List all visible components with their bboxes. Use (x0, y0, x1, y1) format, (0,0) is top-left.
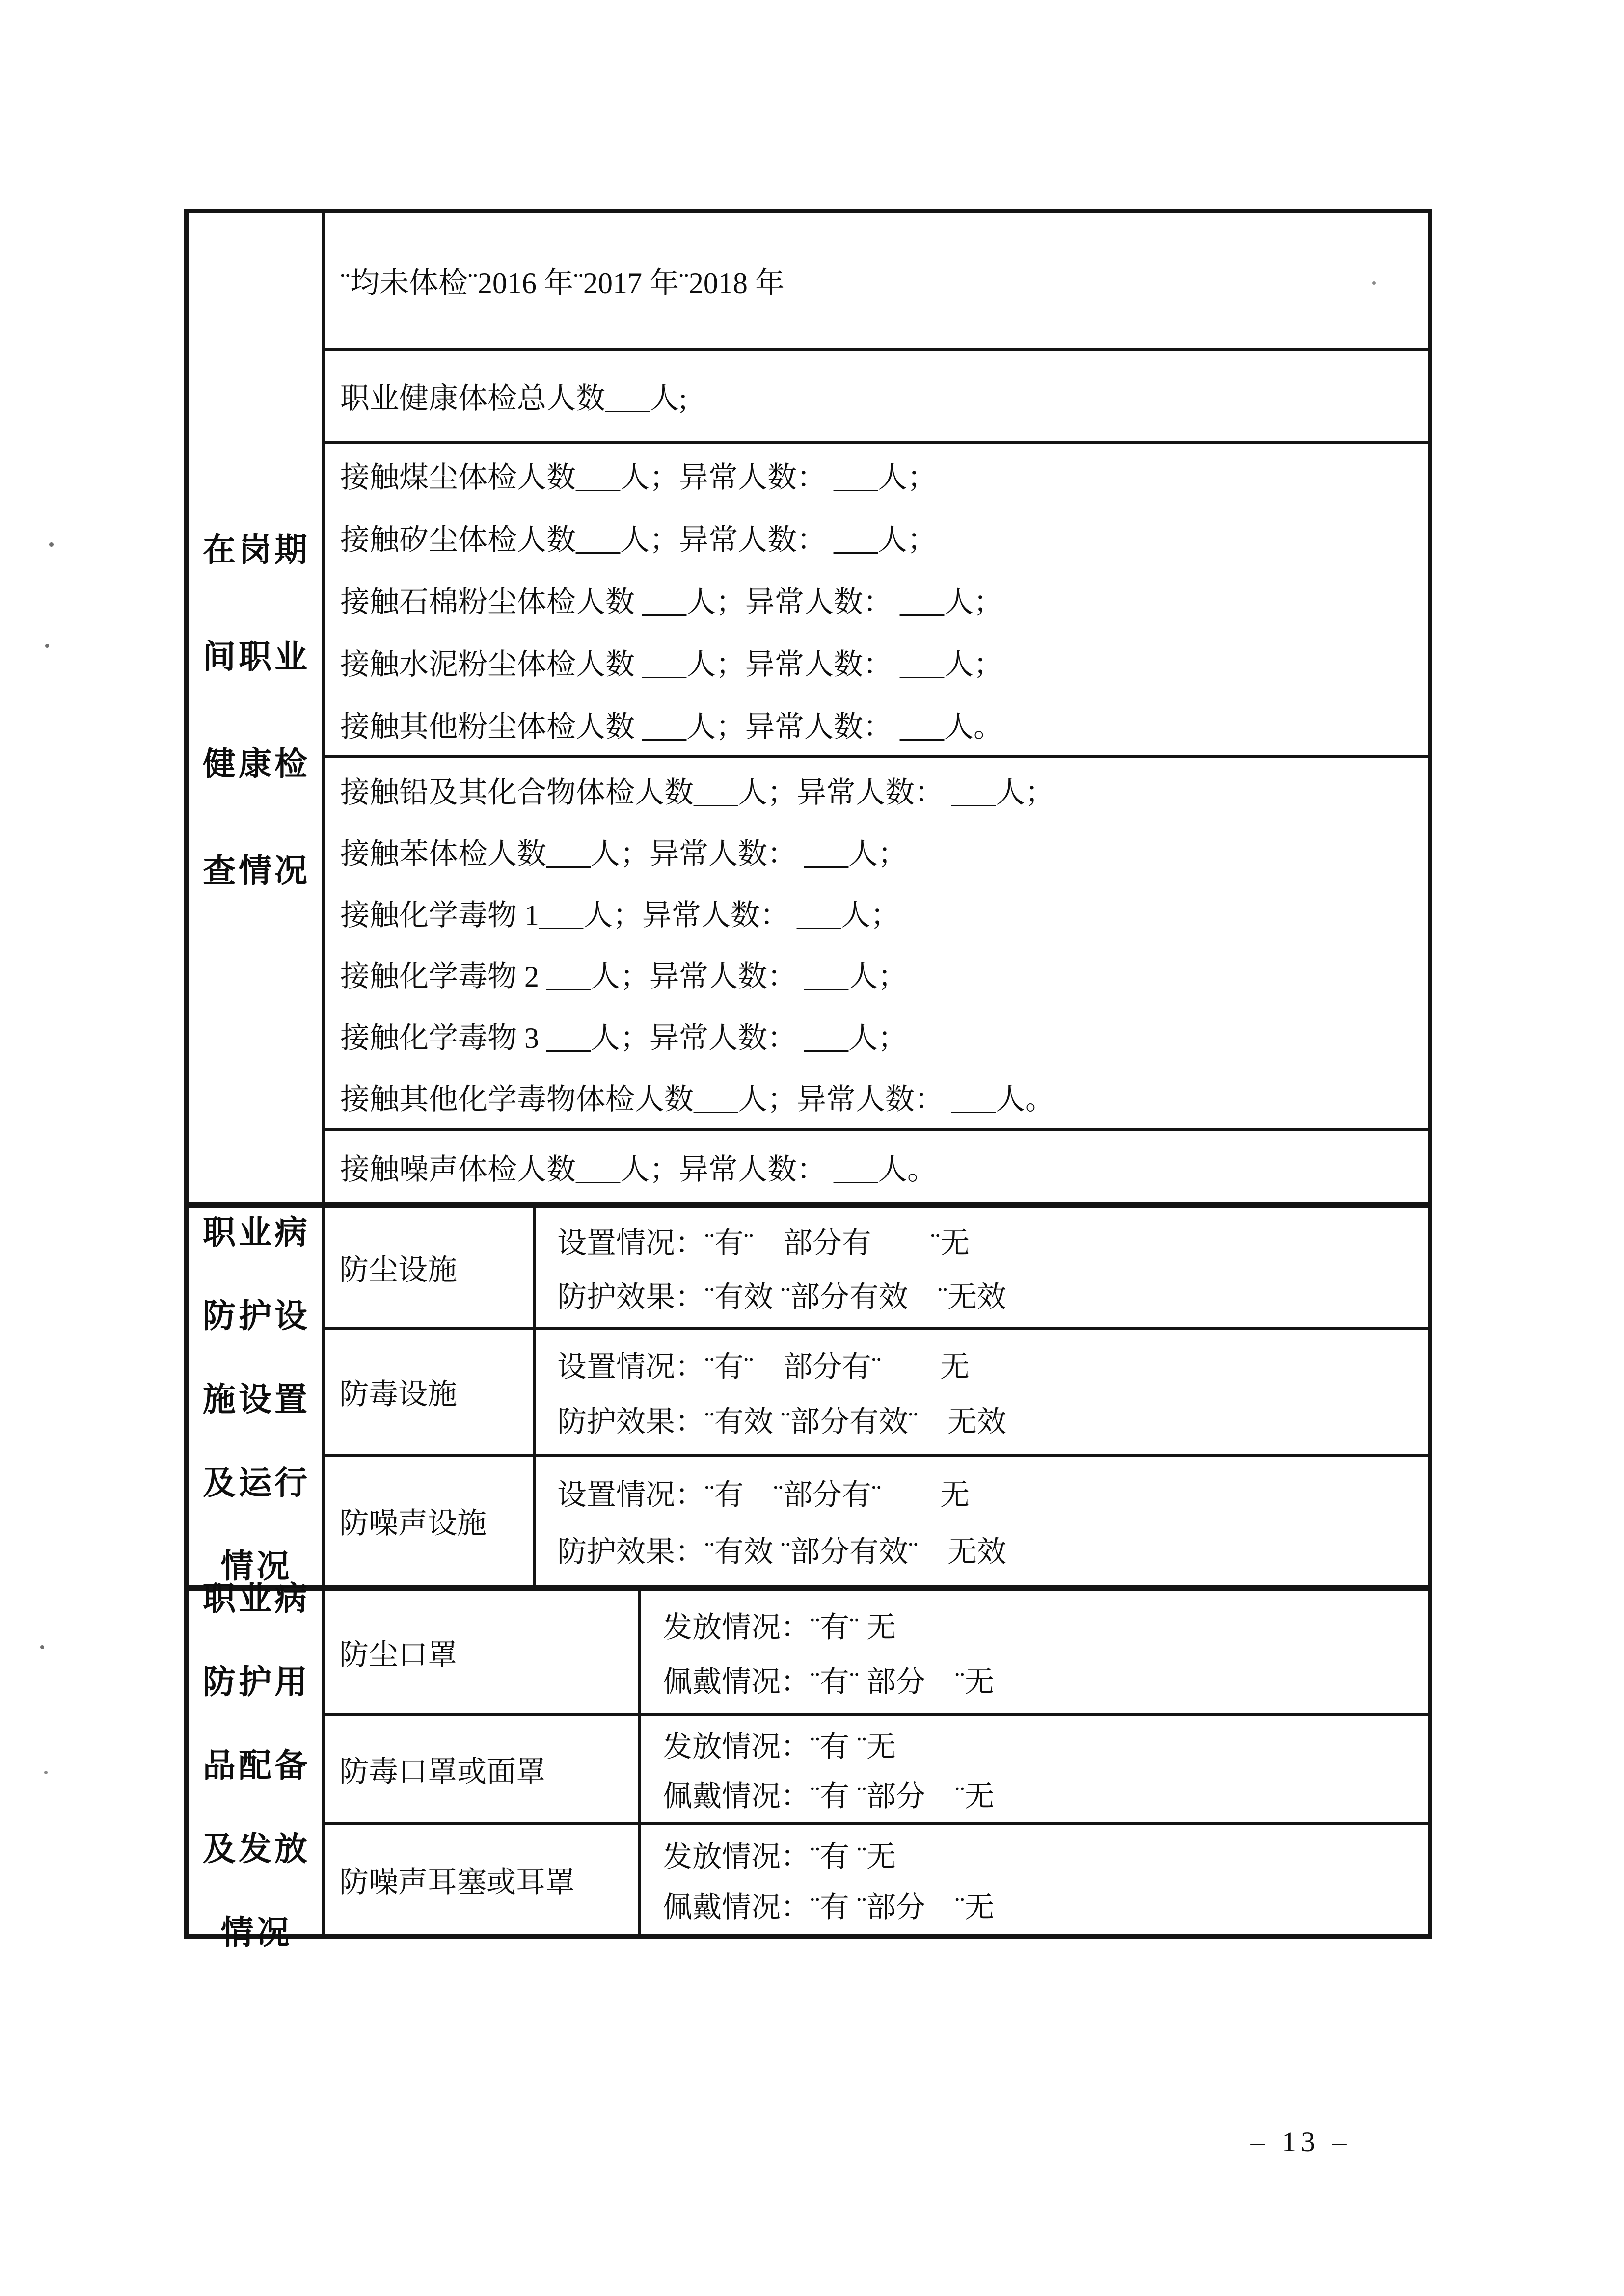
section-label-protective-equipment (189, 1580, 325, 1951)
facility-item-cell (325, 1457, 536, 1585)
facility-item-cell (325, 1208, 536, 1327)
section-label-line: 情况 (220, 1548, 293, 1585)
scan-artifact (44, 1771, 48, 1774)
equipment-item-cell (325, 1591, 641, 1713)
text-distribution-status: 发放情况：¨有¨ 无 (663, 1611, 896, 1644)
row-dust-control-facility (325, 1208, 1428, 1330)
section-label-line: 情况 (220, 1914, 293, 1951)
equipment-item-label: 防噪声耳塞或耳罩 (339, 1866, 575, 1898)
text-protection-effect: 防护效果：¨有效 ¨部分有效¨ 无效 (557, 1406, 1006, 1439)
section-label-onjob-health-checkup (189, 213, 325, 1202)
section-label-line: 查情况 (203, 853, 310, 889)
text-wearing-status: 佩戴情况：¨有 ¨部分 ¨无 (663, 1891, 994, 1923)
text-wearing-status: 佩戴情况：¨有 ¨部分 ¨无 (663, 1780, 994, 1813)
text-chemical-toxin-2: 接触化学毒物 2 ___人；异常人数： ___人； (340, 960, 907, 993)
text-silica-dust: 接触矽尘体检人数___人；异常人数： ___人； (340, 524, 937, 557)
section-label-line: 施设置 (203, 1382, 310, 1418)
section-protective-equipment (189, 1580, 1428, 1951)
text-other-chemical-toxins: 接触其他化学毒物体检人数___人；异常人数： ___人。 (340, 1083, 1055, 1116)
row-noise-exposure-checkups (325, 1131, 1428, 1202)
facility-detail-cell (536, 1330, 1428, 1454)
facility-item-cell (325, 1330, 536, 1454)
text-coal-dust: 接触煤尘体检人数___人；异常人数： ___人； (340, 461, 937, 494)
section-label-line: 在岗期 (203, 532, 310, 568)
row-total-checkup-count (325, 351, 1428, 444)
text-chemical-toxin-3: 接触化学毒物 3 ___人；异常人数： ___人； (340, 1021, 907, 1054)
section-label-line: 及发放 (203, 1831, 310, 1868)
text-distribution-status: 发放情况：¨有 ¨无 (663, 1841, 896, 1873)
section-content (325, 213, 1428, 1202)
facility-item-label: 防噪声设施 (339, 1507, 487, 1540)
text-setup-status: 设置情况：¨有¨ 部分有 ¨无 (557, 1227, 970, 1260)
page-number: – 13 – (1250, 2126, 1352, 2158)
row-poison-mask (325, 1716, 1428, 1825)
text-benzene: 接触苯体检人数___人；异常人数： ___人； (340, 837, 907, 870)
facility-detail-cell (536, 1457, 1428, 1585)
text-setup-status: 设置情况：¨有¨ 部分有¨ 无 (557, 1350, 970, 1383)
section-label-line: 防护设 (203, 1298, 310, 1335)
text-setup-status: 设置情况：¨有 ¨部分有¨ 无 (557, 1479, 970, 1511)
text-wearing-status: 佩戴情况：¨有¨ 部分 ¨无 (663, 1666, 994, 1699)
row-noise-control-facility (325, 1457, 1428, 1585)
text-asbestos-dust: 接触石棉粉尘体检人数 ___人；异常人数： ___人； (340, 586, 1003, 618)
equipment-detail-cell (641, 1825, 1428, 1934)
section-label-line: 品配备 (203, 1747, 310, 1784)
facility-item-label: 防毒设施 (339, 1378, 457, 1411)
row-dust-mask (325, 1591, 1428, 1716)
section-label-line: 防护用 (203, 1664, 310, 1701)
section-label-line: 职业病 (203, 1215, 310, 1251)
section-label-line: 健康检 (203, 746, 310, 782)
section-protective-facilities (189, 1202, 1428, 1585)
section-content (325, 1591, 1428, 1934)
text-other-dust: 接触其他粉尘体检人数 ___人；异常人数： ___人。 (340, 710, 1003, 743)
text-distribution-status: 发放情况：¨有 ¨无 (663, 1731, 896, 1763)
text-no-checkup-years: ¨均未体检¨2016 年¨2017 年¨2018 年 (340, 267, 785, 299)
section-onjob-health-checkup (189, 213, 1428, 1202)
section-label-line: 职业病 (203, 1580, 310, 1617)
scan-artifact (49, 542, 54, 547)
text-protection-effect: 防护效果：¨有效 ¨部分有效 ¨无效 (557, 1281, 1006, 1313)
facility-detail-cell (536, 1208, 1428, 1327)
equipment-item-label: 防毒口罩或面罩 (339, 1755, 545, 1788)
row-dust-exposure-checkups (325, 444, 1428, 758)
text-chemical-toxin-1: 接触化学毒物 1___人；异常人数： ___人； (340, 899, 900, 932)
text-cement-dust: 接触水泥粉尘体检人数 ___人；异常人数： ___人； (340, 648, 1003, 681)
scan-artifact (45, 644, 49, 648)
scan-artifact (40, 1645, 44, 1649)
equipment-item-cell (325, 1716, 641, 1822)
section-content (325, 1208, 1428, 1585)
equipment-item-label: 防尘口罩 (339, 1638, 457, 1671)
text-total-checkup-count: 职业健康体检总人数___人; (340, 382, 687, 415)
text-lead-compounds: 接触铅及其化合物体检人数___人；异常人数： ___人； (340, 776, 1055, 809)
equipment-detail-cell (641, 1716, 1428, 1822)
text-protection-effect: 防护效果：¨有效 ¨部分有效¨ 无效 (557, 1536, 1006, 1568)
scan-artifact (1372, 281, 1376, 285)
section-label-line: 及运行 (203, 1465, 310, 1501)
text-noise-exposure: 接触噪声体检人数___人；异常人数： ___人。 (340, 1153, 937, 1186)
equipment-detail-cell (641, 1591, 1428, 1713)
row-ear-protection (325, 1825, 1428, 1934)
row-chemical-exposure-checkups (325, 758, 1428, 1131)
section-label-line: 间职业 (203, 639, 310, 675)
occupational-health-form-table (184, 209, 1432, 1951)
row-poison-control-facility (325, 1330, 1428, 1457)
facility-item-label: 防尘设施 (339, 1254, 457, 1286)
section-label-protective-facilities (189, 1208, 325, 1585)
equipment-item-cell (325, 1825, 641, 1934)
row-no-checkup-years (325, 213, 1428, 351)
